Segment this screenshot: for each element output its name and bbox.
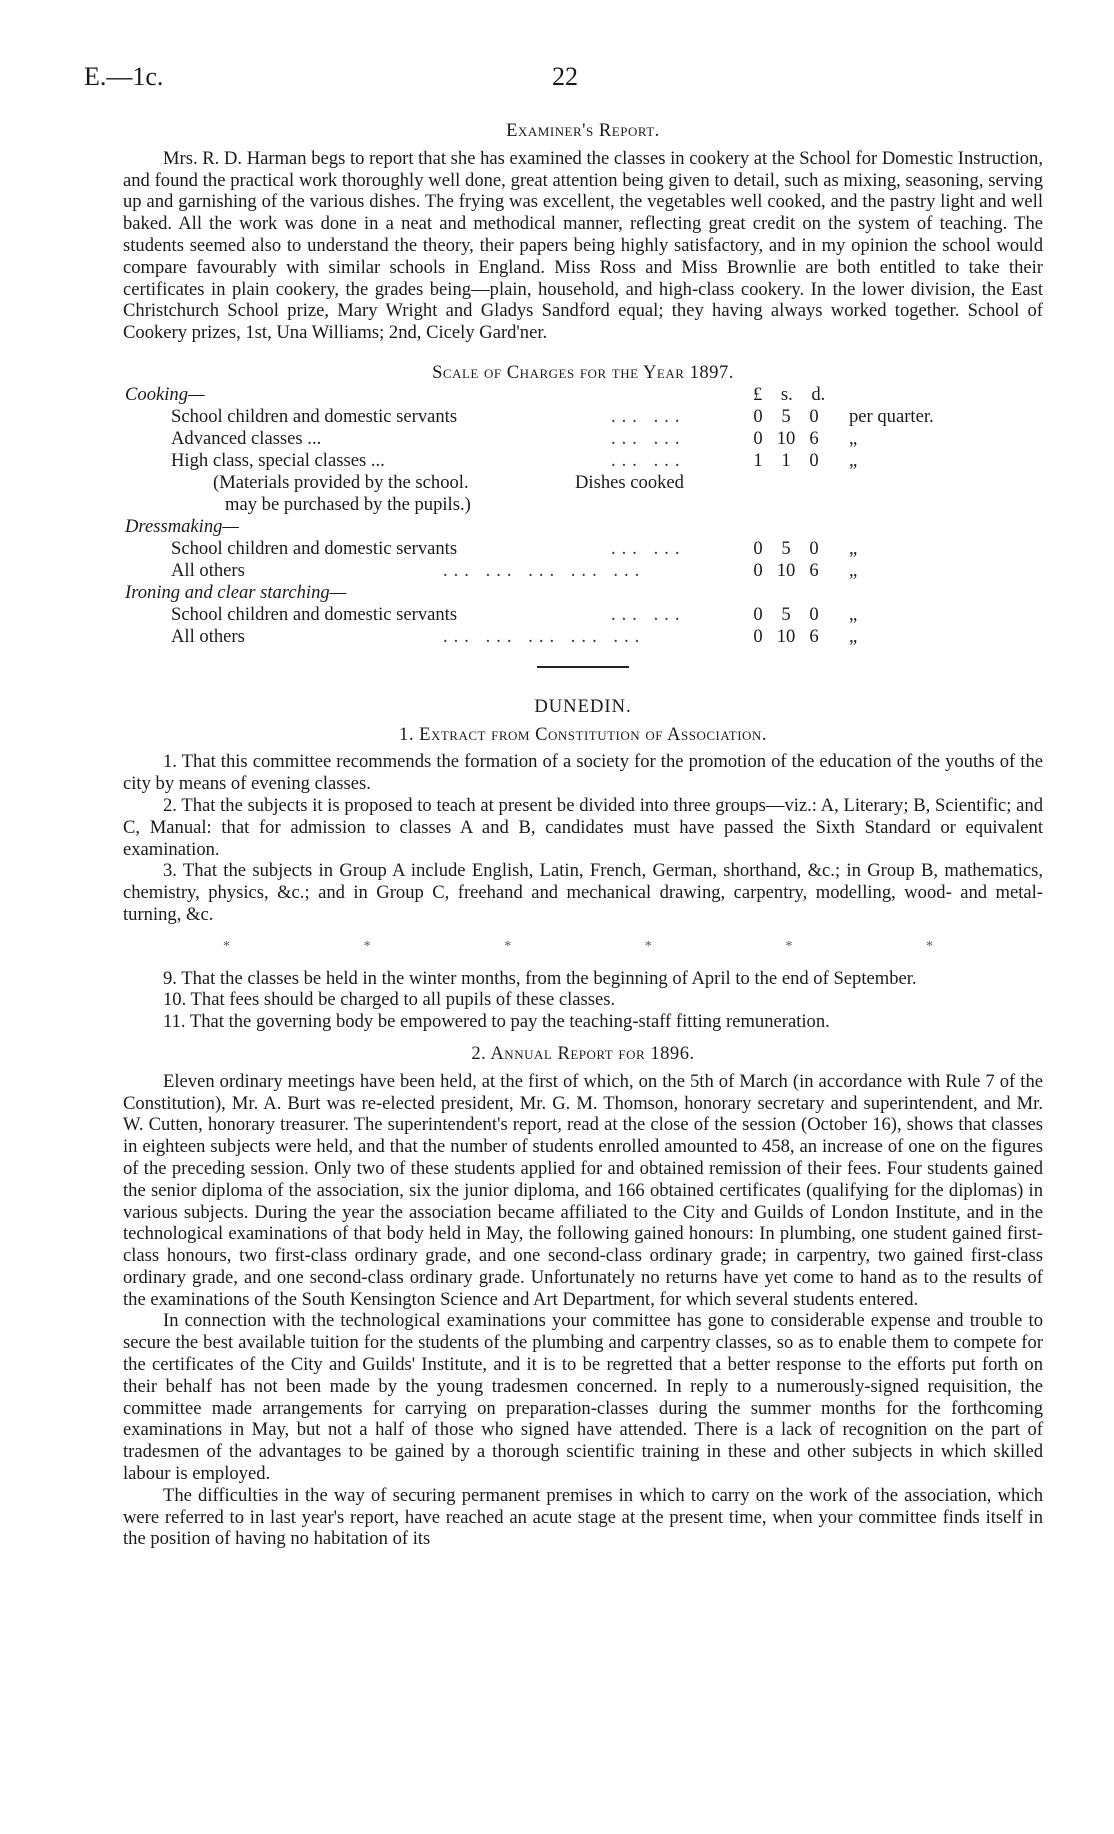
category-row xyxy=(125,582,1043,604)
examiner-report-text: Mrs. R. D. Harman begs to report that she has examined the classes in cookery at the School for Domestic Instruction, and found the practical work thoroughly well done, great attention being given to detail, such as mixing, seasoning, serving up and garnishing of the various dishes. The frying was excellent, the vegetables well cooked, and the pastry light and well baked. All the work was done in a neat and methodical manner, reflecting great credit on the system of teaching. The students seemed also to understand the theory, their papers being highly satisfactory, and in my opinion the school would compare favourably with similar schools in England. Miss Ross and Miss Brownlie are both entitled to take their certificates in plain cookery, the grades being—plain, household, and high-class cookery. In the lower division, the East Christchurch School prize, Mary Wright and Gladys Sandford equal; they having always worked together. School of Cookery prizes, 1st, Una Williams; 2nd, Cicely Gard'ner. xyxy=(123,147,1043,344)
extract-heading: 1. Extract from Constitution of Association. xyxy=(399,723,767,745)
examiner-report-heading: Examiner's Report. xyxy=(506,120,660,141)
list-item: 2. That the subjects it is proposed to teach at present be divided into three groups—viz.: A, Literary; B, Scientific; and C, Manual: that for admission to classes A and B, candidates must have passed the Sixth Standard or equivalent examination. xyxy=(123,794,1043,860)
materials-note: (Materials provided by the school. xyxy=(213,471,469,493)
charge-unit: „ xyxy=(849,427,858,449)
charge-amount: 0 10 6 xyxy=(753,559,819,581)
charge-label: High class, special classes ... xyxy=(171,449,385,471)
charge-unit: „ xyxy=(849,537,858,559)
leader-dots: ... ... xyxy=(611,427,686,449)
annual-report-paragraph: Eleven ordinary meetings have been held, at the first of which, on the 5th of March (in accordance with Rule 7 of the Constitution), Mr. A. Burt was re-elected president, Mr. G. M. Thomson, honorary secretary and superintendent, and Mr. W. Cutten, honorary treasurer. The superintendent's report, read at the close of the session (October 16), shows that classes in eighteen subjects were held, and that the number of students enrolled amounted to 458, an increase of one on the figures of the preceding session. Only two of these students applied for and obtained remission of their fees. Four students gained the senior diploma of the association, six the junior diploma, and 166 obtained certificates (qualifying for the diplomas) in various subjects. During the year the association became affiliated to the City and Guilds of London Institute, and in the technological examinations of that body held in May, the following gained honours: In plumbing, one student gained first-class honours, two first-class ordinary grade, and one second-class ordinary grade; in carpentry, two gained first-class ordinary grade, and one second-class ordinary grade. Unfortunately no returns have yet come to hand as to the results of the examinations of the South Kensington Science and Art Department, for which several students entered. xyxy=(123,1070,1043,1310)
annual-report-heading: 2. Annual Report for 1896. xyxy=(471,1042,695,1064)
charge-row xyxy=(125,560,1043,582)
scale-of-charges-heading: Scale of Charges for the Year 1897. xyxy=(432,361,734,383)
charge-row xyxy=(125,538,1043,560)
list-item: 1. That this committee recommends the formation of a society for the promotion of the education of the youths of the city by means of evening classes. xyxy=(123,751,1043,795)
dunedin-heading: DUNEDIN. xyxy=(534,695,632,717)
page-header xyxy=(84,62,1030,96)
shillings-header: s. xyxy=(780,383,793,405)
charge-row xyxy=(125,428,1043,450)
list-item: 3. That the subjects in Group A include English, Latin, French, German, shorthand, &c.; in Group B, mathematics, chemistry, physics, &c.; and in Group C, freehand and mechanical drawing, carpentry, modelling, wood- and metal-turning, &c. xyxy=(123,860,1043,925)
charge-label: School children and domestic servants xyxy=(171,603,458,625)
charge-unit: „ xyxy=(849,559,858,581)
pounds-header: £ xyxy=(753,383,763,405)
document-reference: E.—1c. xyxy=(84,62,164,91)
scale-of-charges-table xyxy=(125,384,1043,648)
leader-dots: ... ... xyxy=(611,405,686,427)
ironing-label: Ironing and clear starching— xyxy=(125,581,347,603)
leader-dots: ... ... xyxy=(611,537,686,559)
charge-amount: 1 1 0 xyxy=(753,449,819,471)
leader-dots: ... ... xyxy=(611,603,686,625)
omission-stars: * * * * * * xyxy=(223,938,933,954)
page-body xyxy=(123,120,1043,1550)
charge-unit: „ xyxy=(849,603,858,625)
leader-dots: ... ... ... ... ... xyxy=(443,559,646,581)
category-row xyxy=(125,516,1043,538)
dishes-cooked-note: Dishes cooked xyxy=(575,471,684,493)
charge-amount: 0 5 0 xyxy=(753,603,819,625)
charge-label: School children and domestic servants xyxy=(171,537,458,559)
constitution-items xyxy=(123,751,1043,925)
list-item: 11. That the governing body be empowered to pay the teaching-staff fitting remuneration. xyxy=(163,1011,830,1033)
materials-note-row xyxy=(125,494,1043,516)
materials-note-continued: may be purchased by the pupils.) xyxy=(225,493,471,515)
leader-dots: ... ... xyxy=(611,449,686,471)
materials-note-row xyxy=(125,472,1043,494)
charge-row xyxy=(125,626,1043,648)
charge-label: Advanced classes ... xyxy=(171,427,322,449)
list-item: 10. That fees should be charged to all pupils of these classes. xyxy=(163,989,616,1011)
annual-report-paragraph: In connection with the technological examinations your committee has gone to considerable expense and trouble to secure the best available tuition for the students of the plumbing and carpentry classes, so as to enable them to compete for the certificates of the City and Guilds' Institute, and it is to be regretted that a better response to the efforts put forth on their behalf has not been made by the young tradesmen concerned. In reply to a numerously-signed requisition, the committee made arrangements for carrying on preparation-classes during the summer months for the forthcoming examinations in May, but not a half of those who signed have attended. There is a lack of recognition on the part of tradesmen of the advantages to be gained by a thorough scientific training in these and other subjects in which skilled labour is employed. xyxy=(123,1310,1043,1485)
page-number: 22 xyxy=(552,62,578,91)
charge-amount: 0 10 6 xyxy=(753,427,819,449)
charge-label: School children and domestic servants xyxy=(171,405,458,427)
charge-unit: „ xyxy=(849,449,858,471)
charge-row xyxy=(125,604,1043,626)
charge-row xyxy=(125,450,1043,472)
currency-columns xyxy=(753,384,825,406)
charge-unit: „ xyxy=(849,625,858,647)
charge-amount: 0 10 6 xyxy=(753,625,819,647)
charge-label: All others xyxy=(171,559,245,581)
dressmaking-label: Dressmaking— xyxy=(125,515,239,537)
cooking-label: Cooking— xyxy=(125,383,205,405)
charge-unit: per quarter. xyxy=(849,405,934,427)
charge-row xyxy=(125,406,1043,428)
scale-header-row xyxy=(125,384,1043,406)
leader-dots: ... ... ... ... ... xyxy=(443,625,646,647)
constitution-items-continued xyxy=(123,968,1043,1033)
annual-report-paragraph: The difficulties in the way of securing permanent premises in which to carry on the work of the association, which were referred to in last year's report, have reached an acute stage at the present time, when your committee finds itself in the position of having no habitation of its xyxy=(123,1484,1043,1550)
pence-header: d. xyxy=(811,383,826,405)
list-item: 9. That the classes be held in the winter months, from the beginning of April to the end of September. xyxy=(163,967,917,989)
charge-amount: 0 5 0 xyxy=(753,537,819,559)
charge-amount: 0 5 0 xyxy=(753,405,819,427)
charge-label: All others xyxy=(171,625,245,647)
